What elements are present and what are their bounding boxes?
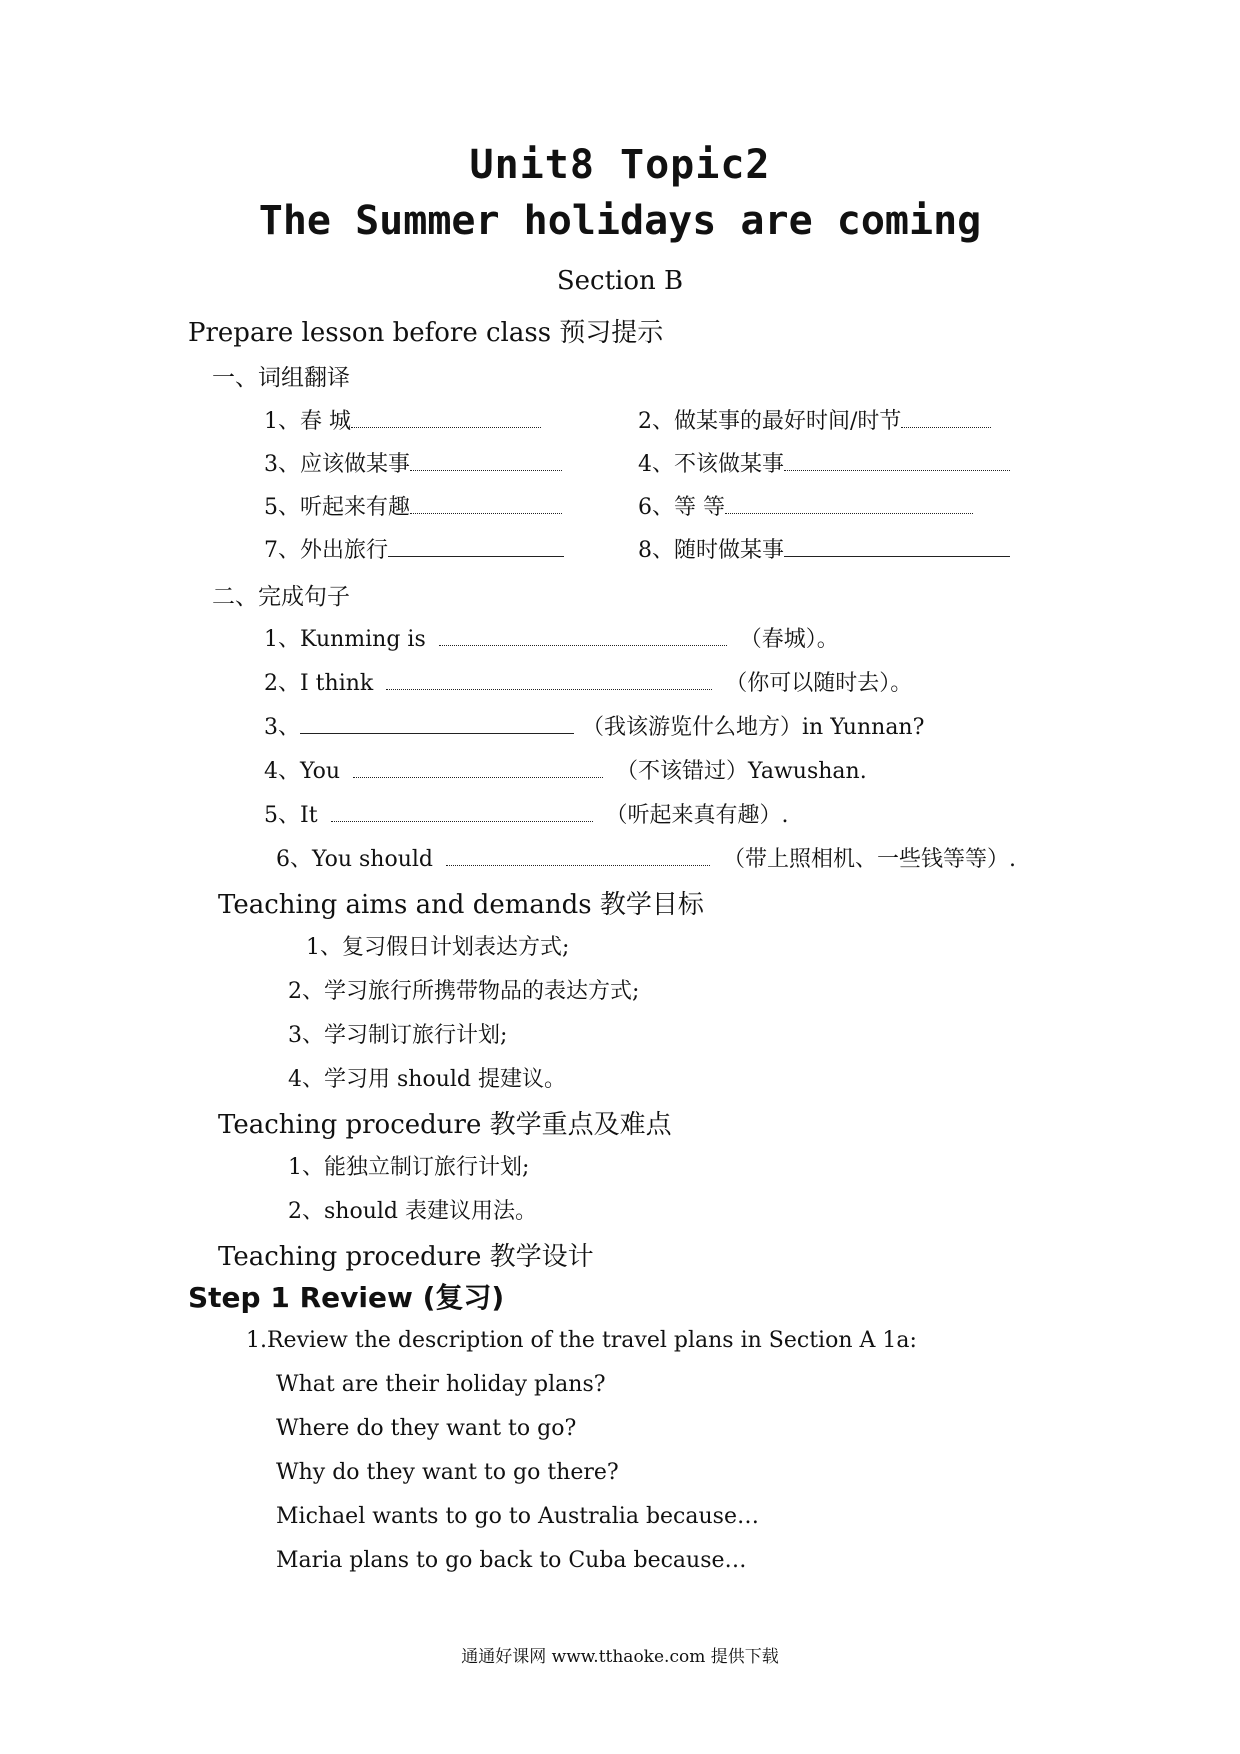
answer-blank[interactable] — [353, 755, 603, 778]
aim-item: 1、复习假日计划表达方式; — [306, 935, 570, 960]
phrase-item: 1、春 城 — [264, 404, 541, 435]
answer-blank[interactable] — [351, 405, 541, 428]
phrase-translation-heading: 一、词组翻译 — [212, 365, 350, 391]
sentence-completion-heading: 二、完成句子 — [212, 584, 350, 610]
page-subtitle: The Summer holidays are coming — [258, 198, 982, 244]
sentence-item: 4、You （不该错过）Yawushan. — [264, 754, 867, 785]
footer-credit: 通通好课网 www.tthaoke.com 提供下载 — [461, 1647, 779, 1667]
teaching-aims-heading: Teaching aims and demands 教学目标 — [218, 890, 704, 920]
answer-blank[interactable] — [386, 667, 712, 690]
page-title: Unit8 Topic2 — [469, 142, 771, 188]
phrase-item: 7、外出旅行 — [264, 533, 564, 564]
review-question: Where do they want to go? — [276, 1416, 577, 1441]
answer-blank[interactable] — [410, 491, 562, 514]
phrase-item: 2、做某事的最好时间/时节 — [638, 404, 991, 435]
section-label: Section B — [556, 266, 684, 296]
answer-blank[interactable] — [725, 491, 973, 514]
sentence-item: 3、 （我该游览什么地方）in Yunnan? — [264, 710, 924, 741]
sentence-item: 5、It （听起来真有趣）. — [264, 798, 789, 829]
answer-blank[interactable] — [784, 448, 1010, 471]
answer-blank[interactable] — [901, 405, 991, 428]
step1-heading: Step 1 Review (复习) — [188, 1281, 505, 1314]
phrase-item: 3、应该做某事 — [264, 447, 562, 478]
answer-blank[interactable] — [388, 534, 564, 557]
aim-item: 2、学习旅行所携带物品的表达方式; — [288, 979, 640, 1004]
phrase-item: 5、听起来有趣 — [264, 490, 562, 521]
prepare-heading: Prepare lesson before class 预习提示 — [188, 318, 664, 348]
review-question: What are their holiday plans? — [276, 1372, 606, 1397]
sentence-item: 1、Kunming is （春城）。 — [264, 622, 839, 653]
answer-blank[interactable] — [439, 623, 727, 646]
key-point-item: 1、能独立制订旅行计划; — [288, 1155, 530, 1180]
review-question: Why do they want to go there? — [276, 1460, 619, 1485]
answer-blank[interactable] — [300, 711, 574, 734]
aim-item: 4、学习用 should 提建议。 — [288, 1067, 566, 1092]
answer-blank[interactable] — [784, 534, 1010, 557]
key-point-item: 2、should 表建议用法。 — [288, 1199, 537, 1224]
key-points-heading: Teaching procedure 教学重点及难点 — [218, 1110, 672, 1140]
sentence-item: 2、I think （你可以随时去）。 — [264, 666, 912, 697]
phrase-item: 8、随时做某事 — [638, 533, 1010, 564]
sentence-item: 6、You should （带上照相机、一些钱等等）. — [276, 842, 1016, 873]
phrase-item: 4、不该做某事 — [638, 447, 1010, 478]
step1-intro: 1.Review the description of the travel plans in Section A 1a: — [246, 1328, 917, 1353]
review-answer-prompt: Michael wants to go to Australia because… — [276, 1504, 759, 1529]
answer-blank[interactable] — [331, 799, 593, 822]
review-answer-prompt: Maria plans to go back to Cuba because… — [276, 1548, 747, 1573]
aim-item: 3、学习制订旅行计划; — [288, 1023, 508, 1048]
answer-blank[interactable] — [410, 448, 562, 471]
teaching-design-heading: Teaching procedure 教学设计 — [218, 1242, 594, 1272]
phrase-item: 6、等 等 — [638, 490, 973, 521]
answer-blank[interactable] — [446, 843, 710, 866]
